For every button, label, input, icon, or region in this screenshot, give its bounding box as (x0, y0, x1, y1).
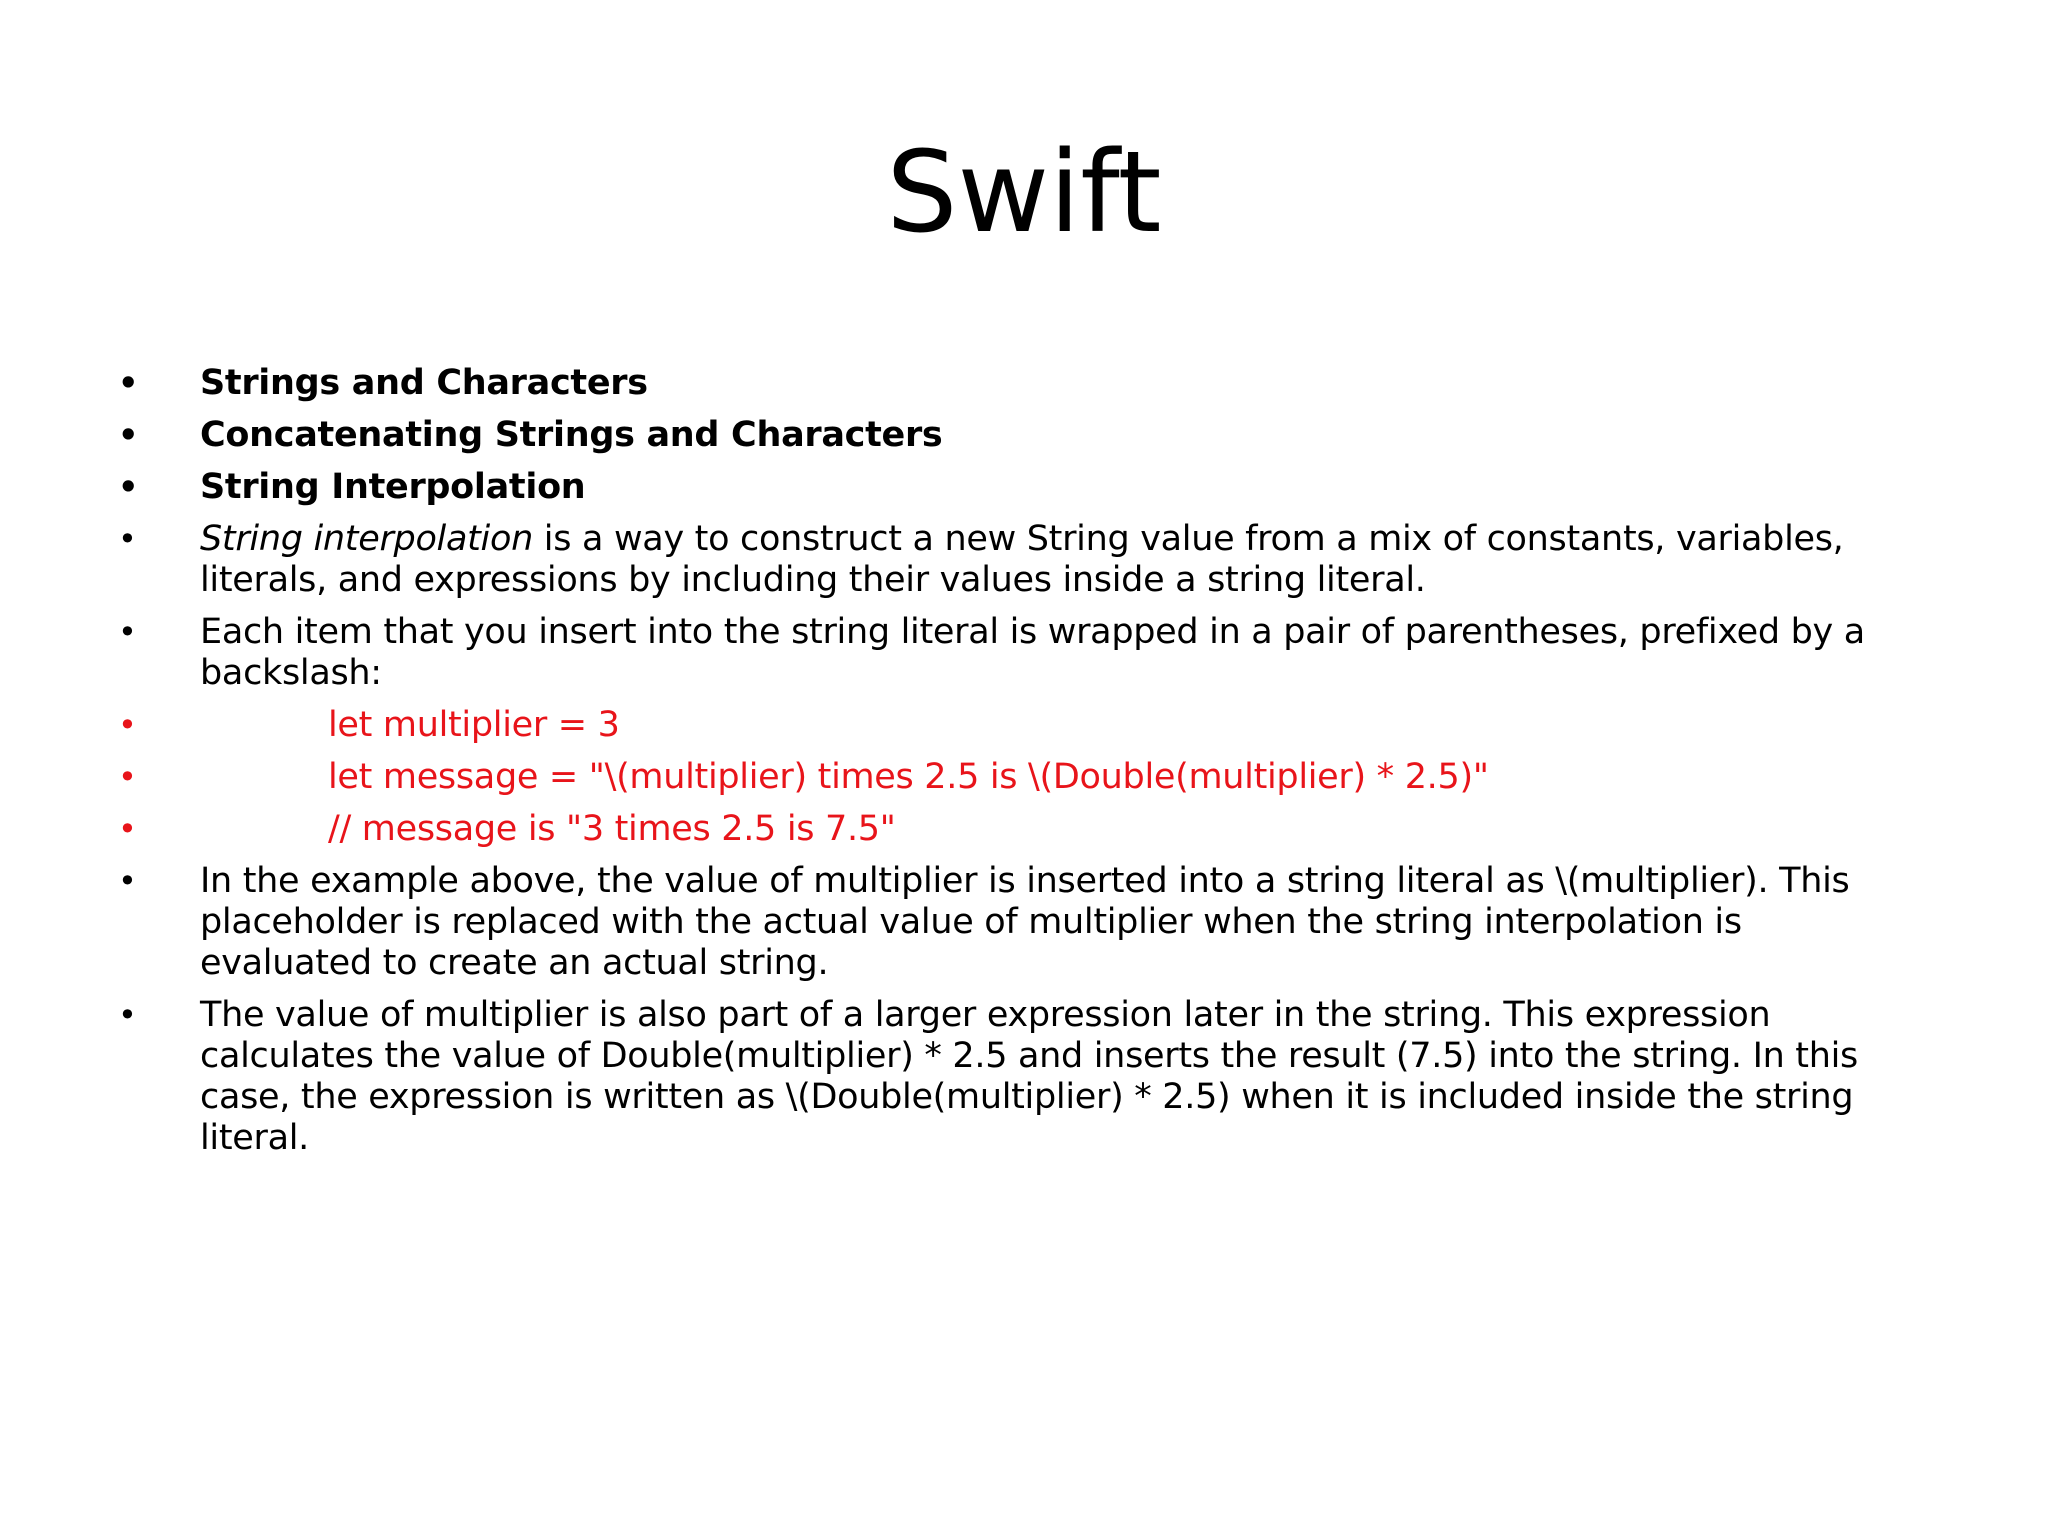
list-item (118, 415, 1898, 456)
list-item (118, 861, 1898, 984)
list-item (118, 363, 1898, 404)
bullet-text: Each item that you insert into the string literal is wrapped in a pair of parentheses, prefixed by a backslash: (200, 612, 1865, 693)
bullet-dot-icon: • (118, 810, 137, 848)
bullet-dot-icon: • (118, 706, 137, 744)
bullet-text: In the example above, the value of multiplier is inserted into a string literal as \(multiplier). This placeholder is replaced with the actual value of multiplier when the string interpolation is evaluated to create an actual string. (200, 861, 1850, 983)
bullet-italic-term: String interpolation (200, 519, 533, 559)
bullet-text: Strings and Characters (200, 363, 648, 403)
bullet-dot-icon: • (118, 468, 139, 506)
bullet-dot-icon: • (118, 416, 139, 454)
code-text: let message = "\(multiplier) times 2.5 is \(Double(multiplier) * 2.5)" (328, 757, 1489, 797)
list-item (118, 467, 1898, 508)
bullet-dot-icon: • (118, 862, 137, 900)
code-comment: // message is "3 times 2.5 is 7.5" (328, 809, 896, 849)
bullet-text: is a way to construct a new String value from a mix of constants, variables, literals, and expressions by including their values inside a string literal. (200, 519, 1844, 600)
bullet-dot-icon: • (118, 996, 137, 1034)
code-line (118, 705, 1898, 746)
bullet-dot-icon: • (118, 520, 137, 558)
code-text: let multiplier = 3 (328, 705, 620, 745)
list-item (118, 519, 1898, 601)
bullet-dot-icon: • (118, 364, 139, 402)
bullet-dot-icon: • (118, 758, 137, 796)
bullet-text: Concatenating Strings and Characters (200, 415, 943, 455)
list-item (118, 995, 1898, 1159)
code-line (118, 757, 1898, 798)
slide-title: Swift (886, 128, 1162, 258)
code-line (118, 809, 1898, 850)
bullet-text: The value of multiplier is also part of a larger expression later in the string. This expression calculates the value of Double(multiplier) * 2.5 and inserts the result (7.5) into the string. In this case, the expression is written as \(Double(multiplier) * 2.5) when it is included inside the string literal. (200, 995, 1858, 1158)
bullet-dot-icon: • (118, 613, 137, 651)
list-item (118, 612, 1898, 694)
bullet-list (118, 363, 1898, 1170)
bullet-text: String Interpolation (200, 467, 586, 507)
